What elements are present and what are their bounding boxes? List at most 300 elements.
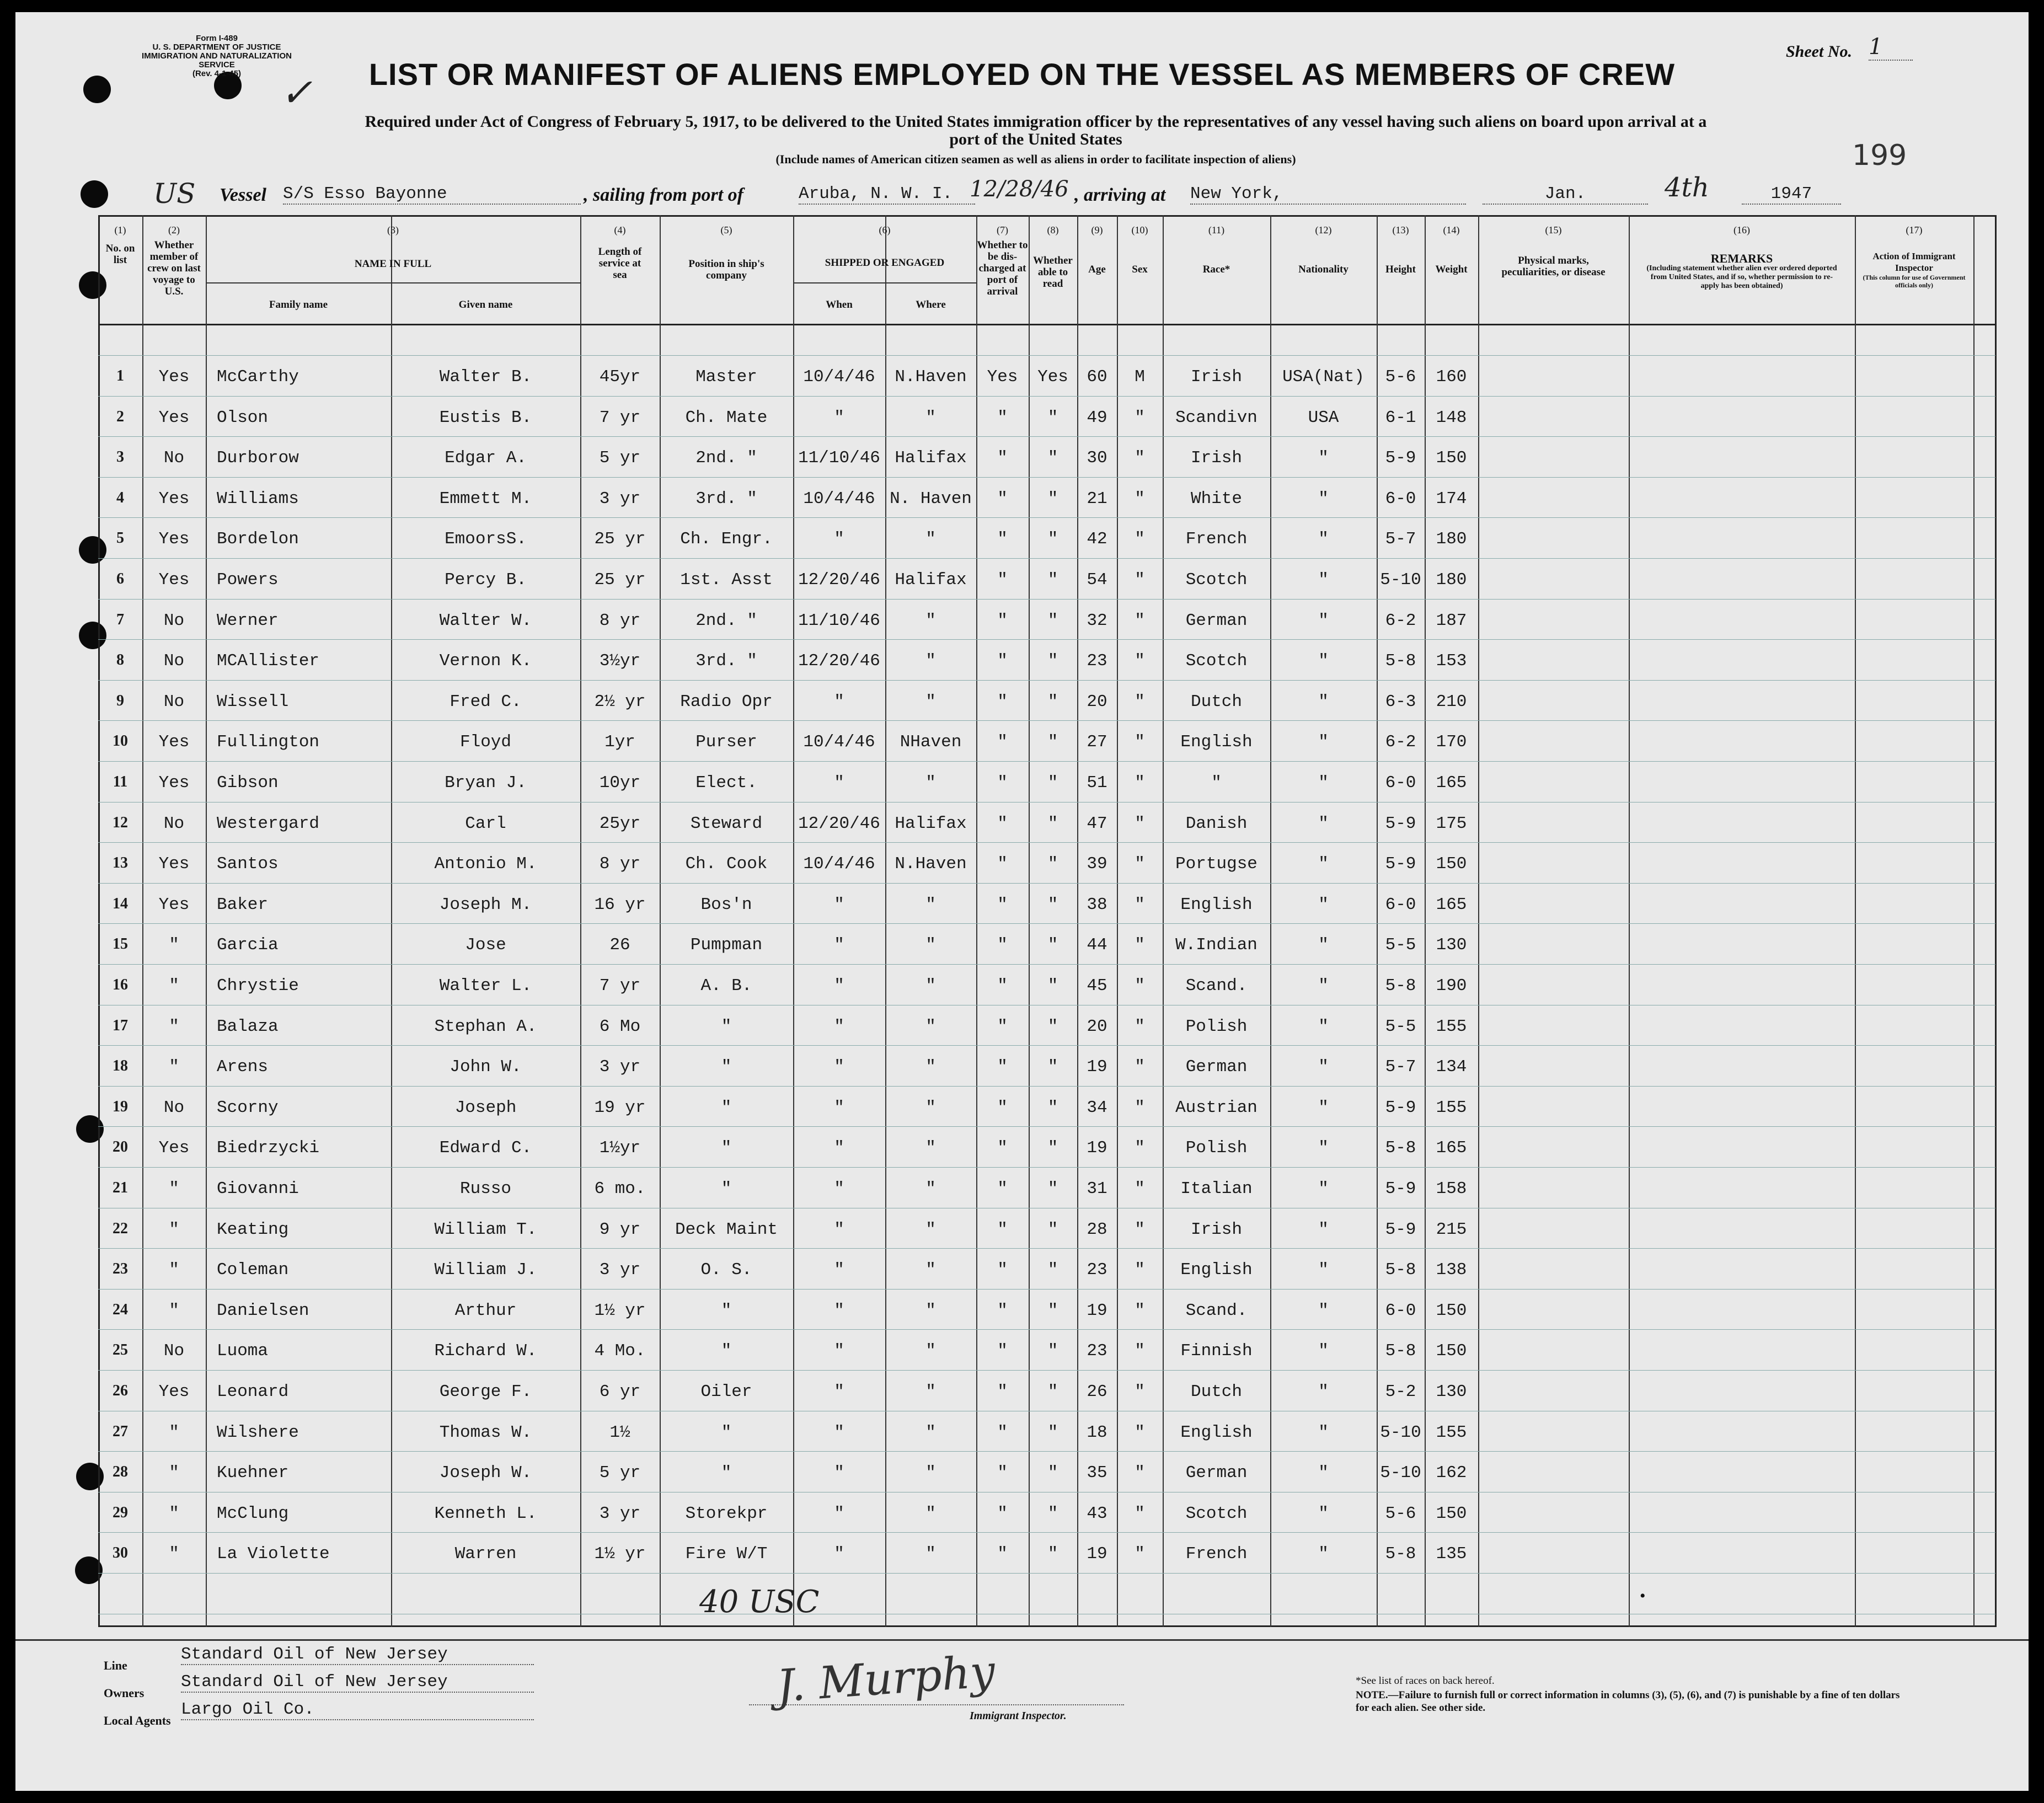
cell-service: 6 yr	[599, 1382, 641, 1401]
cell-no: 2	[116, 408, 124, 425]
cell-race: "	[1211, 773, 1222, 793]
cell-service: 4 Mo.	[594, 1341, 646, 1361]
cell-family: Luoma	[217, 1341, 269, 1361]
cell-where: "	[925, 1504, 936, 1523]
cell-position: Radio Opr	[680, 692, 773, 711]
cell-read: "	[1047, 935, 1058, 955]
name-subheader-rule	[206, 282, 580, 283]
cell-family: Garcia	[217, 935, 279, 955]
cell-race: Dutch	[1190, 692, 1242, 711]
cell-no: 5	[116, 529, 124, 547]
cell-sex: "	[1135, 570, 1145, 590]
cell-last-voyage: Yes	[158, 367, 190, 387]
col17-header	[1855, 224, 1973, 289]
cell-sex: "	[1135, 1301, 1145, 1320]
col-title: Age	[1088, 264, 1106, 275]
cell-no: 11	[113, 773, 128, 790]
col-number: (2)	[168, 224, 180, 236]
col-title: Whether member of crew on last voyage to U.S.	[147, 239, 201, 297]
cell-sex: "	[1135, 773, 1145, 793]
cell-service: 5 yr	[599, 1463, 641, 1483]
cell-height: 5-9	[1385, 448, 1416, 468]
cell-height: 5-10	[1380, 570, 1421, 590]
cell-last-voyage: "	[169, 1463, 179, 1483]
cell-when: "	[834, 692, 844, 711]
cell-when: "	[834, 1504, 844, 1523]
cell-no: 16	[113, 976, 128, 993]
cell-no: 18	[113, 1057, 128, 1075]
cell-race: French	[1185, 529, 1248, 549]
col-number: (3)	[387, 224, 399, 236]
cell-last-voyage: "	[169, 1301, 179, 1320]
col5-header	[660, 224, 793, 281]
cell-last-voyage: Yes	[158, 895, 190, 914]
cell-no: 1	[116, 367, 124, 384]
port-from: Aruba, N. W. I.	[799, 184, 975, 205]
row-rule	[98, 1045, 1995, 1046]
cell-service: 26	[609, 935, 630, 955]
cell-read: "	[1047, 976, 1058, 996]
cell-weight: 180	[1436, 570, 1467, 590]
cell-where: "	[925, 935, 936, 955]
stamp-number: 199	[1852, 139, 1907, 172]
cell-race: Polish	[1185, 1016, 1248, 1036]
cell-position: Steward	[690, 814, 763, 833]
cell-height: 6-2	[1385, 611, 1416, 630]
cell-height: 5-5	[1385, 1016, 1416, 1036]
cell-when: "	[834, 1179, 844, 1199]
cell-sex: "	[1135, 895, 1145, 914]
cell-nationality: "	[1318, 1219, 1329, 1239]
cell-where: "	[925, 1382, 936, 1401]
cell-age: 23	[1087, 1260, 1107, 1280]
cell-height: 6-0	[1385, 895, 1416, 914]
cell-discharged: "	[997, 1219, 1008, 1239]
cell-nationality: "	[1318, 1463, 1329, 1483]
col-title: Action of Immigrant Inspector	[1872, 251, 1956, 273]
col-title: Height	[1385, 264, 1416, 275]
cell-position: A. B.	[700, 976, 752, 996]
col-title: Whether to be dis-charged at port of arrival	[977, 239, 1028, 297]
cell-where: "	[925, 692, 936, 711]
arriving-label: , arriving at	[1074, 185, 1166, 205]
cell-race: German	[1185, 611, 1248, 630]
col-number: (16)	[1733, 224, 1750, 236]
cell-where: "	[925, 1422, 936, 1442]
cell-position: Fire W/T	[685, 1544, 768, 1564]
cell-read: "	[1047, 1057, 1058, 1077]
row-rule	[98, 396, 1995, 397]
header-divider	[98, 324, 1997, 325]
cell-last-voyage: "	[169, 1422, 179, 1442]
family-name-header: Family name	[269, 299, 328, 311]
cell-no: 4	[116, 489, 124, 506]
cell-race: Irish	[1190, 367, 1242, 387]
form-revision: (Rev. 4-1-45)	[192, 69, 242, 78]
cell-family: Gibson	[217, 773, 279, 793]
cell-last-voyage: "	[169, 935, 179, 955]
cell-sex: "	[1135, 1504, 1145, 1523]
cell-weight: 155	[1436, 1098, 1467, 1117]
cell-weight: 138	[1436, 1260, 1467, 1280]
cell-family: Balaza	[217, 1016, 279, 1036]
cell-where: N.Haven	[895, 854, 967, 874]
cell-sex: "	[1135, 651, 1145, 671]
row-rule	[98, 1573, 1995, 1574]
cell-weight: 165	[1436, 1138, 1467, 1158]
cell-position: 3rd. "	[695, 651, 757, 671]
cell-position: "	[721, 1463, 732, 1483]
cell-read: "	[1047, 570, 1058, 590]
cell-where: "	[925, 1098, 936, 1117]
cell-age: 39	[1087, 854, 1107, 874]
cell-position: "	[721, 1098, 732, 1117]
cell-height: 5-8	[1385, 1260, 1416, 1280]
cell-discharged: "	[997, 814, 1008, 833]
agents-label: Local Agents	[104, 1714, 171, 1727]
cell-age: 43	[1087, 1504, 1107, 1523]
cell-position: "	[721, 1138, 732, 1158]
cell-weight: 150	[1436, 448, 1467, 468]
cell-age: 42	[1087, 529, 1107, 549]
cell-height: 6-0	[1385, 1301, 1416, 1320]
cell-no: 14	[113, 895, 128, 912]
cell-when: "	[834, 1382, 844, 1401]
cell-height: 6-0	[1385, 773, 1416, 793]
cell-family: Durborow	[217, 448, 299, 468]
cell-when: 10/4/46	[803, 367, 875, 387]
cell-service: 45yr	[599, 367, 641, 387]
cell-service: 16 yr	[594, 895, 646, 914]
cell-discharged: "	[997, 408, 1008, 427]
cell-discharged: "	[997, 1463, 1008, 1483]
cell-where: "	[925, 1301, 936, 1320]
cell-age: 27	[1087, 732, 1107, 752]
cell-sex: "	[1135, 1138, 1145, 1158]
cell-service: 25 yr	[594, 529, 646, 549]
page-title: LIST OR MANIFEST OF ALIENS EMPLOYED ON THE VESSEL AS MEMBERS OF CREW	[368, 57, 1676, 92]
cell-position: Bos'n	[700, 895, 752, 914]
cell-last-voyage: "	[169, 1544, 179, 1564]
cell-family: Giovanni	[217, 1179, 299, 1199]
col-title: No. on list	[105, 243, 135, 266]
cell-position: "	[721, 1016, 732, 1036]
cell-given: Vernon K.	[439, 651, 532, 671]
cell-given: Joseph	[454, 1098, 517, 1117]
col-title: SHIPPED OR ENGAGED	[825, 257, 945, 269]
line-value: Standard Oil of New Jersey	[181, 1645, 534, 1665]
cell-last-voyage: Yes	[158, 1138, 190, 1158]
cell-last-voyage: "	[169, 1504, 179, 1523]
col-title: Physical marks, peculiarities, or disease	[1501, 255, 1606, 278]
cell-last-voyage: No	[163, 651, 185, 671]
cell-race: Portugse	[1175, 854, 1258, 874]
cell-age: 34	[1087, 1098, 1107, 1117]
cell-family: MCAllister	[217, 651, 320, 671]
shipped-subheader-rule	[793, 282, 976, 283]
cell-given: John W.	[450, 1057, 522, 1077]
cell-when: "	[834, 1138, 844, 1158]
cell-given: Emmett M.	[439, 489, 532, 509]
cell-sex: "	[1135, 1260, 1145, 1280]
cell-read: "	[1047, 773, 1058, 793]
cell-weight: 153	[1436, 651, 1467, 671]
col-number: (7)	[997, 224, 1008, 236]
cell-family: Baker	[217, 895, 269, 914]
penalty-note: NOTE.—Failure to furnish full or correct information in columns (3), (5), (6), and (7) is punishable by a fine of ten dollars for each alien. See other side.	[1356, 1689, 1900, 1714]
cell-nationality: "	[1318, 1422, 1329, 1442]
cell-height: 5-10	[1380, 1422, 1421, 1442]
cell-where: "	[925, 1016, 936, 1036]
cell-age: 19	[1087, 1057, 1107, 1077]
cell-service: 3 yr	[599, 1504, 641, 1523]
cell-height: 5-8	[1385, 651, 1416, 671]
col-title: NAME IN FULL	[354, 258, 432, 270]
cell-read: "	[1047, 1260, 1058, 1280]
cell-family: Westergard	[217, 814, 320, 833]
owners-label: Owners	[104, 1686, 145, 1700]
row-rule	[98, 436, 1995, 437]
cell-age: 26	[1087, 1382, 1107, 1401]
cell-given: Walter W.	[439, 611, 532, 630]
cell-race: German	[1185, 1463, 1248, 1483]
cell-when: "	[834, 895, 844, 914]
col-number: (17)	[1906, 224, 1923, 236]
cell-no: 28	[113, 1463, 128, 1481]
cell-position: "	[721, 1422, 732, 1442]
cell-read: "	[1047, 1422, 1058, 1442]
col15-header	[1478, 224, 1629, 278]
cell-sex: "	[1135, 1098, 1145, 1117]
cell-weight: 155	[1436, 1016, 1467, 1036]
cell-read: "	[1047, 1504, 1058, 1523]
cell-service: 1½ yr	[594, 1301, 646, 1320]
inspector-signature: J. Murphy	[775, 1645, 997, 1712]
cell-nationality: "	[1318, 1057, 1329, 1077]
cell-sex: "	[1135, 854, 1145, 874]
cell-race: Scandivn	[1175, 408, 1258, 427]
cell-race: English	[1180, 1260, 1253, 1280]
cell-read: "	[1047, 1016, 1058, 1036]
cell-where: Halifax	[895, 448, 967, 468]
cell-given: Joseph W.	[439, 1463, 532, 1483]
cell-sex: "	[1135, 1463, 1145, 1483]
cell-nationality: "	[1318, 814, 1329, 833]
arrival-year: 1947	[1742, 184, 1841, 205]
cell-position: 2nd. "	[695, 448, 757, 468]
cell-weight: 134	[1436, 1057, 1467, 1077]
cell-when: 10/4/46	[803, 732, 875, 752]
cell-read: "	[1047, 692, 1058, 711]
col16-header	[1629, 224, 1855, 291]
cell-age: 20	[1087, 692, 1107, 711]
cell-sex: "	[1135, 408, 1145, 427]
cell-race: Dutch	[1190, 1382, 1242, 1401]
cell-discharged: "	[997, 570, 1008, 590]
cell-given: Thomas W.	[439, 1422, 532, 1442]
cell-race: Irish	[1190, 448, 1242, 468]
cell-age: 32	[1087, 611, 1107, 630]
cell-last-voyage: Yes	[158, 570, 190, 590]
cell-discharged: "	[997, 529, 1008, 549]
vessel-label: Vessel	[220, 185, 266, 205]
cell-height: 5-7	[1385, 529, 1416, 549]
cell-height: 5-8	[1385, 1544, 1416, 1564]
cell-discharged: "	[997, 773, 1008, 793]
col-title: Race*	[1202, 264, 1230, 275]
cell-sex: "	[1135, 935, 1145, 955]
col-number: (13)	[1392, 224, 1409, 236]
cell-weight: 150	[1436, 1504, 1467, 1523]
col2-header	[142, 224, 206, 297]
cell-discharged: "	[997, 692, 1008, 711]
cell-discharged: "	[997, 1504, 1008, 1523]
cell-last-voyage: "	[169, 1179, 179, 1199]
row-rule	[98, 680, 1995, 681]
cell-weight: 135	[1436, 1544, 1467, 1564]
cell-nationality: "	[1318, 1179, 1329, 1199]
cell-height: 5-6	[1385, 1504, 1416, 1523]
row-rule	[98, 720, 1995, 721]
us-mark: US	[153, 178, 196, 210]
cell-age: 19	[1087, 1301, 1107, 1320]
cell-given: EmoorsS.	[445, 529, 527, 549]
cell-where: Halifax	[895, 814, 967, 833]
cell-weight: 165	[1436, 773, 1467, 793]
cell-age: 51	[1087, 773, 1107, 793]
cell-position: Ch. Cook	[685, 854, 768, 874]
cell-service: 3½yr	[599, 651, 641, 671]
cell-nationality: "	[1318, 1341, 1329, 1361]
cell-given: George F.	[439, 1382, 532, 1401]
cell-no: 7	[116, 611, 124, 628]
cell-weight: 150	[1436, 1301, 1467, 1320]
cell-no: 20	[113, 1138, 128, 1156]
col-number: (14)	[1443, 224, 1460, 236]
cell-weight: 187	[1436, 611, 1467, 630]
cell-discharged: "	[997, 448, 1008, 468]
row-rule	[98, 355, 1995, 356]
column-rule	[1973, 215, 1975, 1627]
cell-weight: 215	[1436, 1219, 1467, 1239]
cell-when: 12/20/46	[798, 651, 880, 671]
cell-position: Master	[695, 367, 757, 387]
punch-hole	[81, 180, 108, 208]
col7-header	[976, 224, 1029, 297]
cell-family: Leonard	[217, 1382, 289, 1401]
vessel-name: S/S Esso Bayonne	[283, 184, 581, 205]
cell-when: 10/4/46	[803, 854, 875, 874]
cell-family: Bordelon	[217, 529, 299, 549]
cell-when: "	[834, 1098, 844, 1117]
cell-race: W.Indian	[1175, 935, 1258, 955]
cell-family: Keating	[217, 1219, 289, 1239]
cell-service: 1yr	[604, 732, 635, 752]
cell-no: 6	[116, 570, 124, 587]
stray-mark: •	[1640, 1587, 1646, 1605]
cell-where: "	[925, 651, 936, 671]
row-rule	[98, 842, 1995, 843]
cell-family: Werner	[217, 611, 279, 630]
cell-where: "	[925, 611, 936, 630]
cell-where: "	[925, 1057, 936, 1077]
cell-weight: 175	[1436, 814, 1467, 833]
row-rule	[98, 517, 1995, 518]
cell-no: 30	[113, 1544, 128, 1562]
cell-no: 15	[113, 935, 128, 953]
cell-service: 1½ yr	[594, 1544, 646, 1564]
col1-header	[98, 224, 142, 266]
cell-family: Coleman	[217, 1260, 289, 1280]
cell-weight: 165	[1436, 895, 1467, 914]
cell-family: Olson	[217, 408, 269, 427]
cell-where: "	[925, 1463, 936, 1483]
col-title: Weight	[1435, 264, 1468, 275]
col11-header	[1163, 224, 1270, 275]
cell-position: Purser	[695, 732, 757, 752]
manifest-sheet	[15, 12, 2029, 1791]
cell-age: 60	[1087, 367, 1107, 387]
cell-age: 28	[1087, 1219, 1107, 1239]
row-rule	[98, 1086, 1995, 1087]
column-rule	[1478, 215, 1479, 1627]
cell-nationality: "	[1318, 611, 1329, 630]
footer-rule	[15, 1639, 2029, 1641]
cell-given: Carl	[465, 814, 506, 833]
cell-nationality: "	[1318, 1301, 1329, 1320]
cell-given: Jose	[465, 935, 506, 955]
cell-family: Wilshere	[217, 1422, 299, 1442]
row-rule	[98, 599, 1995, 600]
cell-position: 1st. Asst	[680, 570, 773, 590]
col-title: Sex	[1132, 264, 1148, 275]
owners-value: Standard Oil of New Jersey	[181, 1672, 534, 1693]
cell-race: Scotch	[1185, 570, 1248, 590]
cell-read: "	[1047, 895, 1058, 914]
cell-read: "	[1047, 1382, 1058, 1401]
cell-nationality: "	[1318, 1382, 1329, 1401]
cell-age: 35	[1087, 1463, 1107, 1483]
cell-no: 13	[113, 854, 128, 872]
col-number: (1)	[114, 224, 126, 236]
row-rule	[98, 558, 1995, 559]
cell-race: Irish	[1190, 1219, 1242, 1239]
subtitle-3: (Include names of American citizen seamen as well as aliens in order to facilitate inspection of aliens)	[775, 152, 1296, 166]
cell-service: 7 yr	[599, 408, 641, 427]
cell-sex: "	[1135, 1382, 1145, 1401]
cell-no: 21	[113, 1179, 128, 1196]
cell-no: 24	[113, 1301, 128, 1318]
cell-last-voyage: Yes	[158, 408, 190, 427]
cell-sex: "	[1135, 1016, 1145, 1036]
cell-service: 10yr	[599, 773, 641, 793]
col9-header	[1077, 224, 1117, 275]
cell-nationality: USA	[1308, 408, 1339, 427]
cell-given: William T.	[434, 1219, 537, 1239]
cell-sex: "	[1135, 1179, 1145, 1199]
cell-position: Deck Maint	[675, 1219, 778, 1239]
cell-last-voyage: Yes	[158, 732, 190, 752]
cell-when: "	[834, 773, 844, 793]
cell-nationality: "	[1318, 854, 1329, 874]
cell-where: N.Haven	[895, 367, 967, 387]
cell-given: Stephan A.	[434, 1016, 537, 1036]
cell-discharged: "	[997, 1341, 1008, 1361]
cell-weight: 210	[1436, 692, 1467, 711]
cell-given: Percy B.	[445, 570, 527, 590]
column-rule	[206, 215, 207, 1627]
cell-given: Antonio M.	[434, 854, 537, 874]
